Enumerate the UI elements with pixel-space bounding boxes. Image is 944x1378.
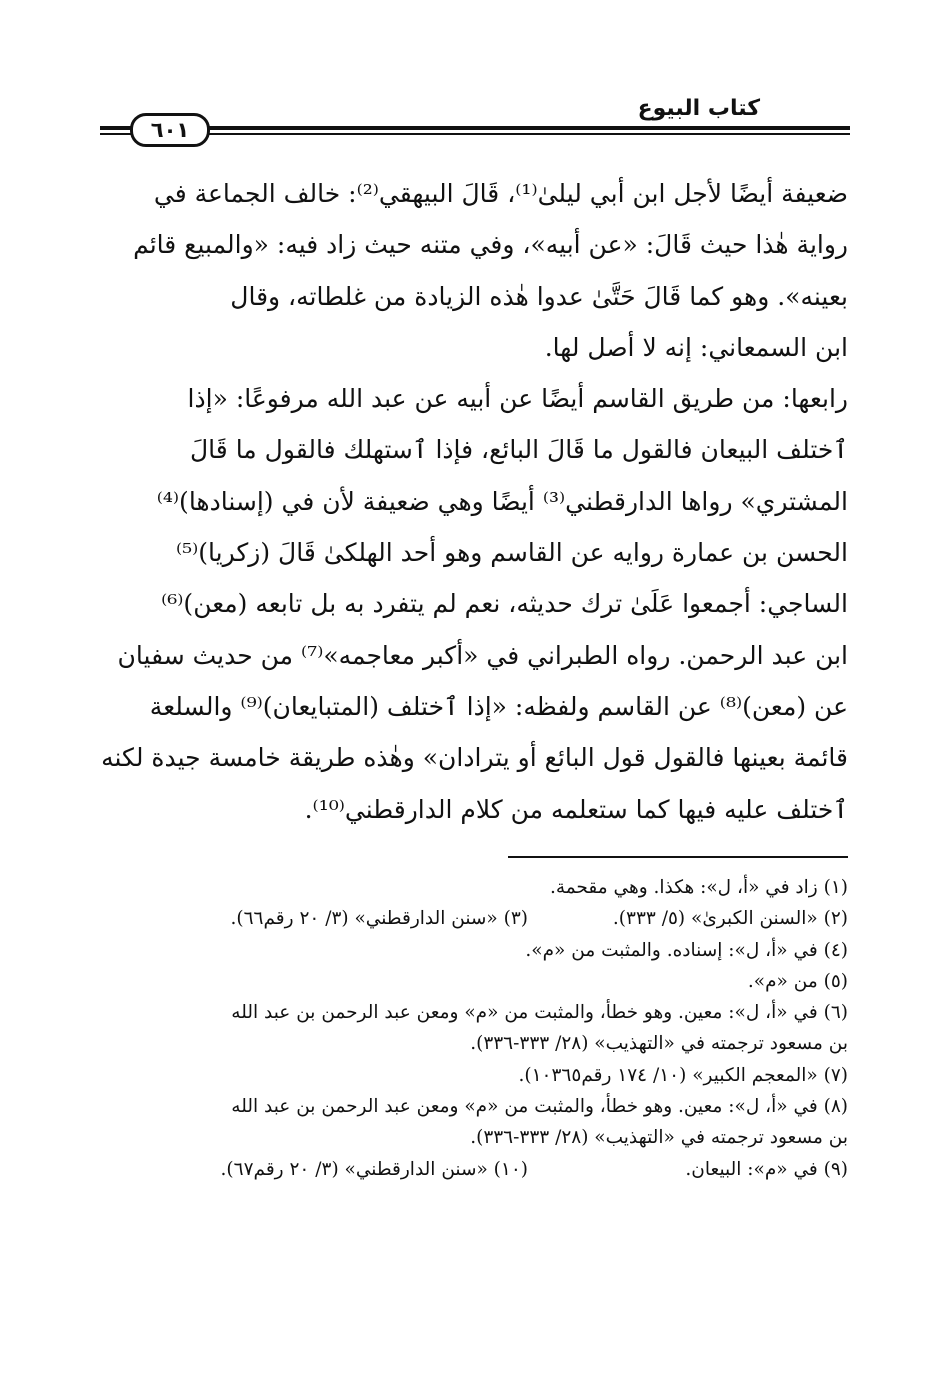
text-line: ٱختلف البيعان فالقول ما قَالَ البائع، فإذا ٱستهلك فالقول ما قَالَ: [190, 435, 848, 465]
footnote-5: (٥) من «م».: [747, 970, 848, 992]
text-line: المشتري» رواها الدارقطني⁽³⁾ أيضًا وهي ضعيفة لأن في (إسنادها)⁽⁴⁾: [156, 486, 848, 516]
text-line: ابن السمعاني: إنه لا أصل لها.: [544, 332, 848, 362]
book-title: كتاب البيوع: [637, 96, 760, 121]
text-line: ٱختلف عليه فيها كما ستعلمه من كلام الدارقطني⁽¹⁰⁾.: [304, 794, 848, 824]
footnote-2: (٢) «السنن الكبرىٰ» (٥/ ٣٣٣).: [612, 908, 848, 930]
footnote-separator: [508, 856, 848, 858]
footnote-9: (٩) في «م»: البيعان.: [685, 1158, 848, 1180]
header-rule-thin: [100, 133, 850, 135]
footnote-7: (٧) «المعجم الكبير» (١٠/ ١٧٤ رقم١٠٣٦٥).: [518, 1064, 848, 1086]
text-line: الساجي: أجمعوا عَلَىٰ ترك حديثه، نعم لم يتفرد به بل تابعه (معن)⁽⁶⁾: [161, 589, 848, 619]
text-line: الحسن بن عمارة روايه عن القاسم وهو أحد الهلكىٰ قَالَ (زكريا)⁽⁵⁾: [175, 538, 848, 568]
text-line: عن (معن)⁽⁸⁾ عن القاسم ولفظه: «إذا ٱختلف (المتبايعان)⁽⁹⁾ والسلعة: [149, 691, 848, 721]
footnotes: [100, 872, 848, 1185]
footnote-4: (٤) في «أ، ل»: إسناده. والمثبت من «م».: [525, 939, 848, 961]
page-number: ٦٠١: [130, 113, 210, 147]
footnote-1: (١) زاد في «أ، ل»: هكذا. وهي مقحمة.: [549, 877, 848, 898]
main-text: [100, 168, 848, 835]
footnote-6: (٦) في «أ، ل»: معين. وهو خطأ، والمثبت من «م» ومعن عبد الرحمن بن عبد الله: [231, 1002, 848, 1024]
footnote-10: (١٠) «سنن الدارقطني» (٣/ ٢٠ رقم٦٧).: [220, 1158, 528, 1180]
footnote-8-continued: بن مسعود ترجمته في «التهذيب» (٢٨/ ٣٣٣-٣٣٦).: [470, 1127, 848, 1149]
text-line: رواية هٰذا حيث قَالَ: «عن أبيه»، وفي متنه حيث زاد فيه: «والمبيع قائم: [133, 230, 848, 260]
text-line: ضعيفة أيضًا لأجل ابن أبي ليلىٰ⁽¹⁾، قَالَ البيهقي⁽²⁾: خالف الجماعة في: [153, 179, 848, 208]
text-line: بعينه». وهو كما قَالَ حَتَّىٰ عدوا هٰذه الزيادة من غلطاته، وقال: [230, 281, 848, 311]
footnote-row: [100, 903, 848, 934]
text-line: ابن عبد الرحمن. رواه الطبراني في «أكبر معاجمه»⁽⁷⁾ من حديث سفيان: [117, 640, 848, 670]
footnote-3: (٣) «سنن الدارقطني» (٣/ ٢٠ رقم٦٦).: [230, 908, 528, 930]
header-rule-thick: [100, 126, 850, 130]
footnote-8: (٨) في «أ، ل»: معين. وهو خطأ، والمثبت من «م» ومعن عبد الرحمن بن عبد الله: [231, 1096, 848, 1118]
page-header: [100, 90, 850, 150]
footnote-6-continued: بن مسعود ترجمته في «التهذيب» (٢٨/ ٣٣٣-٣٣٦).: [470, 1033, 848, 1055]
text-line: قائمة بعينها فالقول قول البائع أو يترادان» وهٰذه طريقة خامسة جيدة لكنه: [101, 743, 848, 773]
footnote-row: [100, 1154, 848, 1185]
text-line: رابعها: من طريق القاسم أيضًا عن أبيه عن عبد الله مرفوعًا: «إذا: [187, 384, 848, 414]
